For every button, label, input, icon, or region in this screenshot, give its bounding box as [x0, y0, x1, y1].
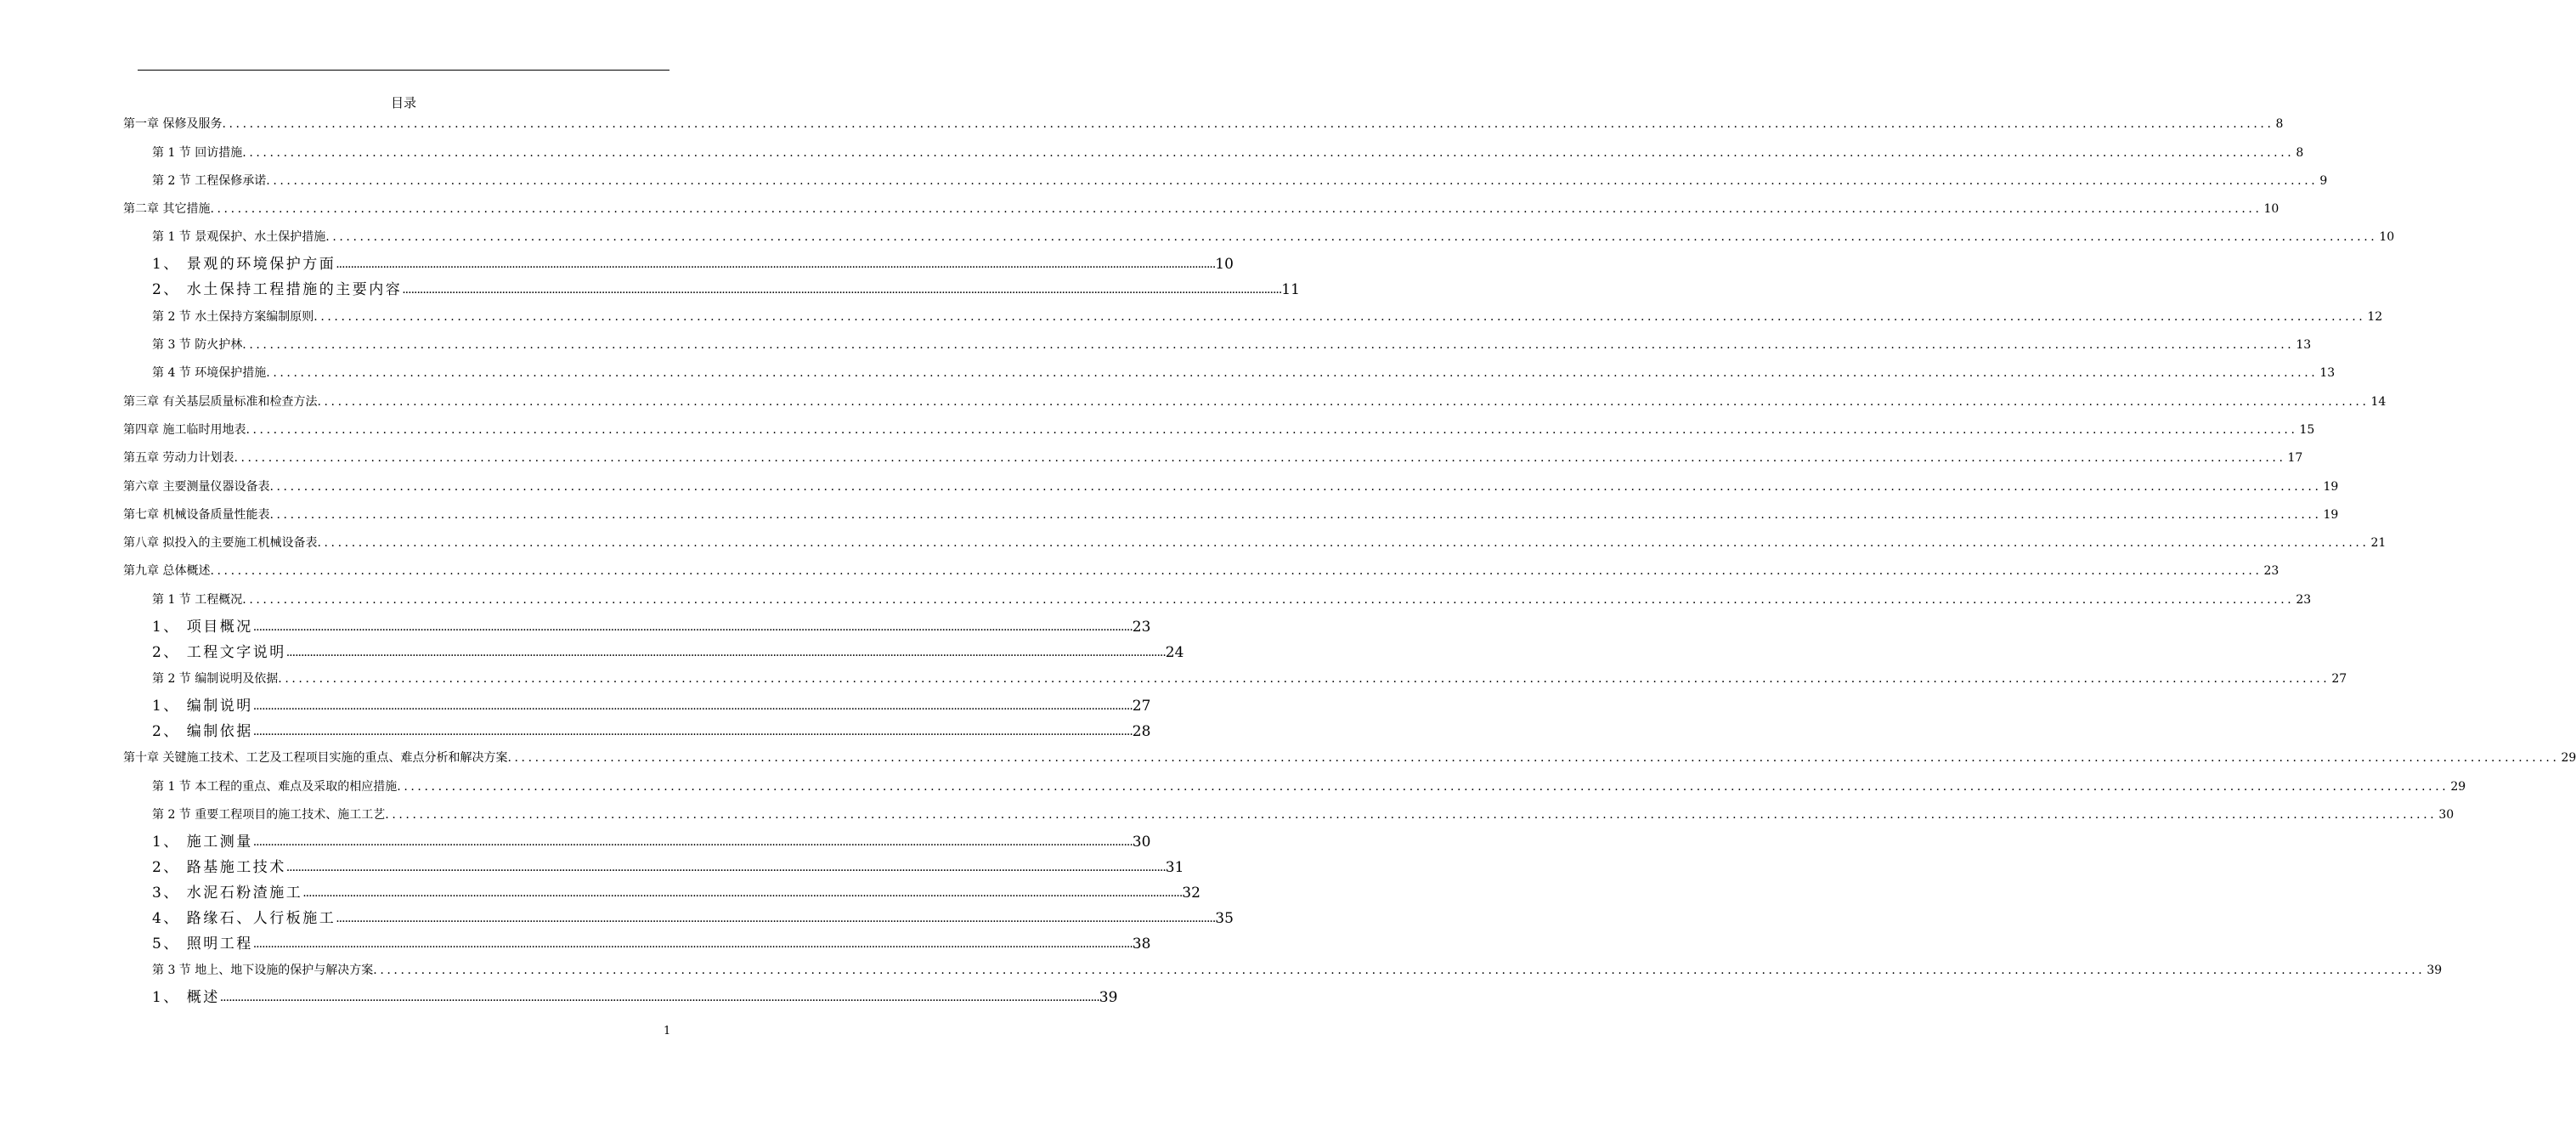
toc-entry-page: 39 [2426, 964, 2443, 978]
toc-entry[interactable] [123, 472, 2339, 500]
toc-leader-dots: ............................................................................................................................................................................................................................................................................................................ [266, 173, 2319, 188]
toc-leader-dots: ............................................................................................................................................................................................................................................................................................................ [242, 592, 2295, 607]
toc-entry-page: 31 [1165, 858, 1184, 876]
toc-entry-label: 第 1 节 回访措施 [152, 145, 243, 160]
toc-entry[interactable] [123, 585, 2312, 613]
toc-entry-page: 30 [1132, 833, 1151, 851]
toc-leader-dots: ............................................................................................................................................................................................................................................................................................................ [373, 964, 2426, 978]
toc-entry[interactable] [123, 744, 2576, 772]
toc-leader-dots: ............................................................................................................................................................................................................................................................................................................ [317, 394, 2370, 409]
toc-entry[interactable] [123, 387, 2387, 416]
toc-entry[interactable] [123, 855, 1184, 880]
toc-leader-dots: ............................................................................................................................................................................................................................................................................................................ [210, 202, 2262, 217]
toc-entry-page: 38 [1132, 935, 1151, 953]
toc-entry[interactable] [123, 359, 2336, 387]
toc-entry[interactable] [123, 880, 1200, 906]
table-of-contents [123, 110, 2576, 1010]
toc-entry-label: 第四章 施工临时用地表 [123, 422, 246, 437]
toc-entry-page: 11 [1281, 281, 1300, 299]
toc-entry-label: 第 2 节 工程保修承诺 [152, 173, 267, 188]
toc-entry-page: 14 [2370, 394, 2387, 409]
toc-leader-dots: ............................................................................................................................................................................................................................................................................................................ [242, 338, 2295, 353]
toc-entry-label: 2、 编制依据 [152, 723, 253, 741]
toc-entry[interactable] [123, 640, 1184, 665]
toc-leader-dots: ............................................................................................................................................................................................................................................................................................................ [252, 834, 1133, 849]
toc-leader-dots: ............................................................................................................................................................................................................................................................................................................ [246, 422, 2298, 437]
toc-leader-dots: ............................................................................................................................................................................................................................................................................................................ [269, 479, 2322, 494]
toc-entry[interactable] [123, 195, 2279, 223]
toc-entry-page: 35 [1215, 909, 1234, 927]
toc-entry-label: 第 2 节 重要工程项目的施工技术、施工工艺 [152, 807, 386, 822]
toc-leader-dots: ............................................................................................................................................................................................................................................................................................................ [210, 564, 2262, 579]
toc-entry[interactable] [123, 557, 2279, 585]
toc-entry-label: 第十章 关键施工技术、工艺及工程项目实施的重点、难点分析和解决方案 [123, 751, 508, 766]
toc-entry-page: 10 [1215, 256, 1234, 274]
toc-entry-label: 4、 路缘石、人行板施工 [152, 909, 336, 927]
toc-entry-label: 1、 项目概况 [152, 618, 253, 636]
toc-entry[interactable] [123, 719, 1151, 744]
toc-entry[interactable] [123, 906, 1234, 931]
toc-entry[interactable] [123, 416, 2315, 444]
toc-title: 目录 [390, 95, 416, 110]
toc-entry-page: 12 [2367, 309, 2383, 324]
toc-leader-dots: ............................................................................................................................................................................................................................................................................................................ [385, 807, 2438, 822]
toc-entry-page: 24 [1165, 643, 1184, 661]
toc-leader-dots: ............................................................................................................................................................................................................................................................................................................ [252, 699, 1133, 714]
toc-leader-dots: ............................................................................................................................................................................................................................................................................................................ [397, 779, 2449, 794]
toc-entry-page: 8 [2275, 117, 2284, 132]
toc-entry-page: 23 [2263, 564, 2279, 579]
toc-entry-page: 8 [2296, 145, 2304, 160]
page-number: 1 [664, 1025, 671, 1037]
toc-leader-dots: ............................................................................................................................................................................................................................................................................................................ [325, 230, 2378, 245]
toc-entry[interactable] [123, 139, 2304, 167]
header-rule [138, 70, 669, 71]
toc-entry-label: 第八章 拟投入的主要施工机械设备表 [123, 536, 318, 551]
toc-entry-label: 2、 工程文字说明 [152, 643, 286, 661]
toc-entry-label: 第二章 其它措施 [123, 202, 211, 217]
toc-leader-dots: ............................................................................................................................................................................................................................................................................................................ [278, 672, 2330, 687]
toc-leader-dots: ............................................................................................................................................................................................................................................................................................................ [402, 283, 1282, 297]
toc-entry[interactable] [123, 529, 2387, 557]
toc-entry[interactable] [123, 772, 2466, 800]
toc-entry-page: 19 [2323, 479, 2339, 494]
toc-leader-dots: ............................................................................................................................................................................................................................................................................................................ [507, 751, 2560, 766]
toc-entry-label: 1、 概述 [152, 989, 220, 1007]
toc-leader-dots: ............................................................................................................................................................................................................................................................................................................ [336, 911, 1216, 925]
toc-entry-label: 3、 水泥石粉渣施工 [152, 884, 303, 902]
toc-entry-page: 28 [1132, 723, 1151, 741]
toc-entry-label: 第三章 有关基层质量标准和检查方法 [123, 394, 318, 409]
toc-leader-dots: ............................................................................................................................................................................................................................................................................................................ [269, 507, 2322, 522]
toc-leader-dots: ............................................................................................................................................................................................................................................................................................................ [222, 117, 2274, 132]
toc-entry-page: 27 [2331, 672, 2347, 687]
toc-entry-page: 10 [2263, 202, 2279, 217]
toc-entry-label: 第九章 总体概述 [123, 564, 211, 579]
toc-leader-dots: ............................................................................................................................................................................................................................................................................................................ [317, 536, 2370, 551]
toc-entry-label: 第 3 节 地上、地下设施的保护与解决方案 [152, 964, 374, 978]
toc-entry-label: 第一章 保修及服务 [123, 117, 223, 132]
toc-entry-label: 5、 照明工程 [152, 935, 253, 953]
toc-leader-dots: ............................................................................................................................................................................................................................................................................................................ [252, 725, 1133, 739]
toc-entry[interactable] [123, 693, 1151, 719]
toc-leader-dots: ............................................................................................................................................................................................................................................................................................................ [285, 645, 1166, 659]
toc-leader-dots: ............................................................................................................................................................................................................................................................................................................ [302, 885, 1183, 900]
toc-entry-page: 27 [1132, 698, 1151, 715]
toc-entry[interactable] [123, 252, 1234, 277]
toc-entry-page: 13 [2296, 338, 2312, 353]
toc-entry-label: 第 2 节 水土保持方案编制原则 [152, 309, 314, 324]
toc-entry-label: 第 3 节 防火护林 [152, 338, 243, 353]
toc-entry-page: 9 [2319, 173, 2328, 188]
toc-entry-label: 第 4 节 环境保护措施 [152, 366, 267, 381]
toc-entry-label: 第 1 节 本工程的重点、难点及采取的相应措施 [152, 779, 398, 794]
toc-entry-page: 39 [1099, 989, 1118, 1007]
toc-entry-page: 32 [1182, 884, 1200, 902]
toc-entry-label: 1、 施工测量 [152, 833, 253, 851]
toc-entry-label: 2、 路基施工技术 [152, 858, 286, 876]
toc-entry-page: 21 [2370, 536, 2387, 551]
toc-leader-dots: ............................................................................................................................................................................................................................................................................................................ [285, 860, 1166, 874]
toc-entry-page: 13 [2319, 366, 2336, 381]
toc-entry-label: 第 2 节 编制说明及依据 [152, 672, 279, 687]
toc-entry-page: 29 [2450, 779, 2466, 794]
toc-entry[interactable] [123, 444, 2303, 472]
toc-leader-dots: ............................................................................................................................................................................................................................................................................................................ [336, 257, 1216, 272]
toc-entry[interactable] [123, 829, 1151, 855]
toc-entry-page: 23 [1132, 618, 1151, 636]
toc-entry-label: 1、 编制说明 [152, 698, 253, 715]
toc-leader-dots: ............................................................................................................................................................................................................................................................................................................ [252, 936, 1133, 951]
toc-entry-label: 第 1 节 景观保护、水土保护措施 [152, 230, 326, 245]
toc-entry-label: 第 1 节 工程概况 [152, 592, 243, 607]
toc-entry-label: 第六章 主要测量仪器设备表 [123, 479, 270, 494]
toc-entry-page: 17 [2287, 451, 2303, 466]
toc-entry[interactable] [123, 331, 2312, 359]
toc-entry[interactable] [123, 110, 2284, 139]
toc-leader-dots: ............................................................................................................................................................................................................................................................................................................ [314, 309, 2366, 324]
toc-entry[interactable] [123, 223, 2395, 252]
toc-entry-label: 第七章 机械设备质量性能表 [123, 507, 270, 522]
toc-entry[interactable] [123, 277, 1300, 302]
toc-entry-label: 1、 景观的环境保护方面 [152, 256, 336, 274]
toc-entry-page: 19 [2323, 507, 2339, 522]
toc-entry[interactable] [123, 985, 1118, 1010]
toc-entry[interactable] [123, 501, 2339, 529]
toc-leader-dots: ............................................................................................................................................................................................................................................................................................................ [219, 991, 1099, 1005]
toc-entry-page: 15 [2299, 422, 2315, 437]
toc-leader-dots: ............................................................................................................................................................................................................................................................................................................ [252, 619, 1133, 634]
toc-entry[interactable] [123, 665, 2347, 693]
toc-entry[interactable] [123, 957, 2443, 985]
toc-entry[interactable] [123, 614, 1151, 640]
toc-entry-label: 第五章 劳动力计划表 [123, 451, 234, 466]
toc-leader-dots: ............................................................................................................................................................................................................................................................................................................ [234, 451, 2286, 466]
toc-entry[interactable] [123, 801, 2455, 829]
toc-entry-page: 30 [2438, 807, 2455, 822]
toc-entry[interactable] [123, 931, 1151, 957]
toc-entry[interactable] [123, 302, 2383, 331]
toc-leader-dots: ............................................................................................................................................................................................................................................................................................................ [266, 366, 2319, 381]
toc-entry-page: 29 [2561, 751, 2576, 766]
toc-entry-label: 2、 水土保持工程措施的主要内容 [152, 281, 403, 299]
toc-leader-dots: ............................................................................................................................................................................................................................................................................................................ [242, 145, 2295, 160]
toc-entry[interactable] [123, 167, 2328, 195]
toc-entry-page: 10 [2379, 230, 2395, 245]
toc-entry-page: 23 [2296, 592, 2312, 607]
